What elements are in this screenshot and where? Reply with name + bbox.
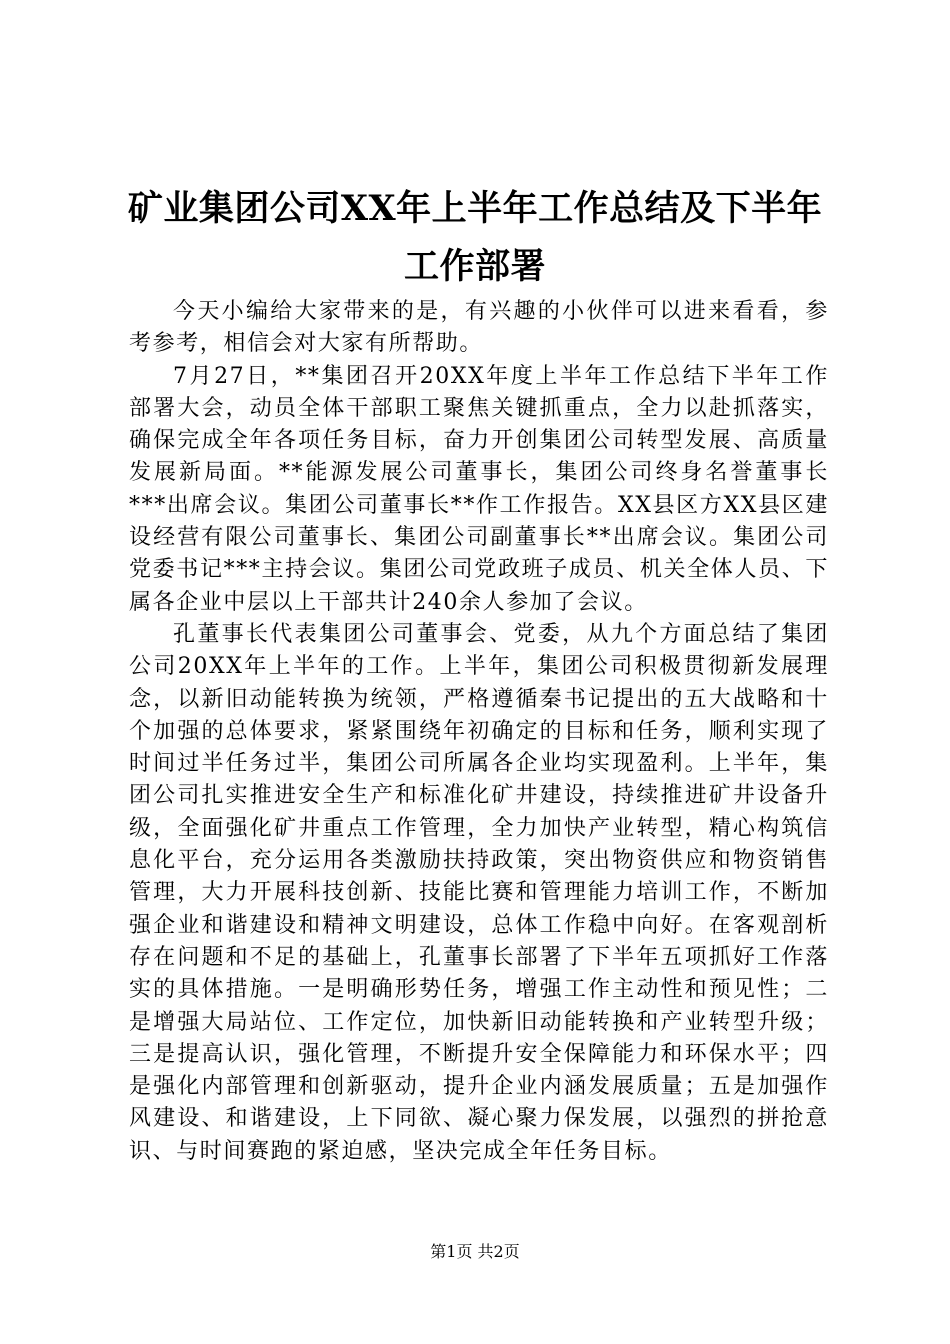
paragraph-meeting: 7月27日，**集团召开20XX年度上半年工作总结下半年工作部署大会，动员全体干部职工聚焦关键抓重点，全力以赴抓落实，确保完成全年各项任务目标，奋力开创集团公司转型发展、高质量发展新局面。**能源发展公司董事长，集团公司终身名誉董事长***出席会议。集团公司董事长**作工作报告。XX县区方XX县区建设经营有限公司董事长、集团公司副董事长**出席会议。集团公司党委书记***主持会议。集团公司党政班子成员、机关全体人员、下属各企业中层以上干部共计240余人参加了会议。 (129, 363, 829, 615)
document-body (129, 296, 829, 1168)
paragraph-summary: 孔董事长代表集团公司董事会、党委，从九个方面总结了集团公司20XX年上半年的工作。上半年，集团公司积极贯彻新发展理念，以新旧动能转换为统领，严格遵循秦书记提出的五大战略和十个加强的总体要求，紧紧围绕年初确定的目标和任务，顺利实现了时间过半任务过半，集团公司所属各企业均实现盈利。上半年，集团公司扎实推进安全生产和标准化矿井建设，持续推进矿井设备升级，全面强化矿井重点工作管理，全力加快产业转型，精心构筑信息化平台，充分运用各类激励扶持政策，突出物资供应和物资销售管理，大力开展科技创新、技能比赛和管理能力培训工作，不断加强企业和谐建设和精神文明建设，总体工作稳中向好。在客观剖析存在问题和不足的基础上，孔董事长部署了下半年五项抓好工作落实的具体措施。一是明确形势任务，增强工作主动性和预见性；二是增强大局站位、工作定位，加快新旧动能转换和产业转型升级；三是提高认识，强化管理，不断提升安全保障能力和环保水平；四是强化内部管理和创新驱动，提升企业内涵发展质量；五是加强作风建设、和谐建设，上下同欲、凝心聚力保发展，以强烈的拼抢意识、与时间赛跑的紧迫感，坚决完成全年任务目标。 (129, 621, 829, 1164)
paragraph-intro: 今天小编给大家带来的是，有兴趣的小伙伴可以进来看看，参考参考，相信会对大家有所帮助。 (129, 299, 829, 357)
document-title-line-1: 矿业集团公司XX年上半年工作总结及下半年 (127, 188, 823, 229)
document-title-line-2: 工作部署 (403, 246, 546, 287)
page-number-footer: 第1页 共2页 (430, 1242, 520, 1261)
